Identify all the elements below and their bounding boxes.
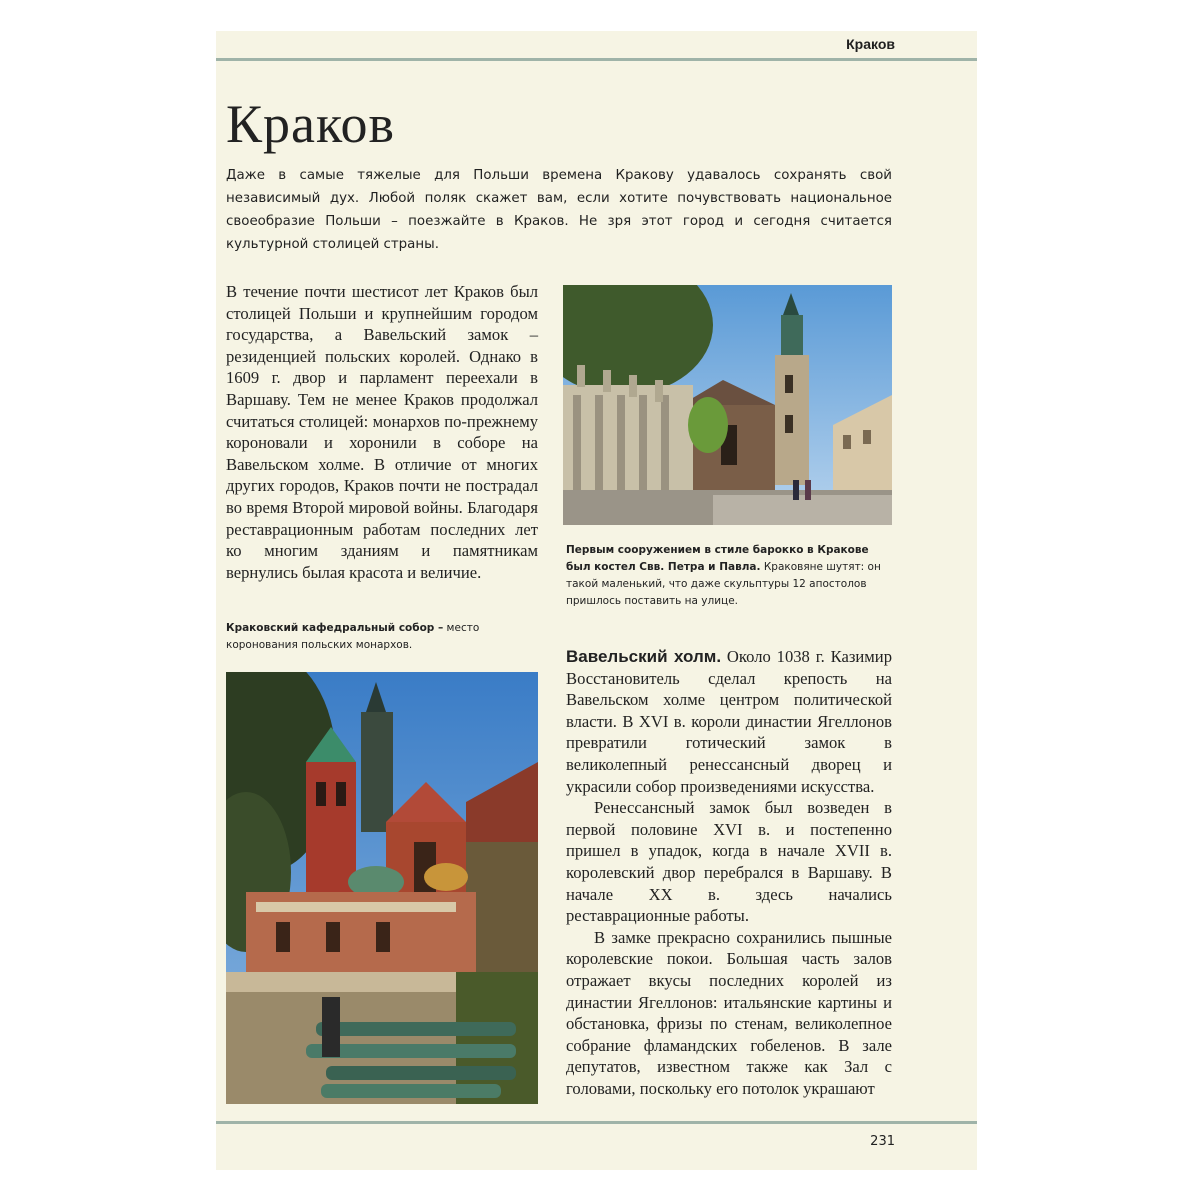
st-andrew-church-photo <box>563 285 892 525</box>
church-caption-title: Первым сооружением в стиле барокко в Кракове был костел Свв. Петра и Павла. <box>566 544 869 573</box>
right-column-body <box>566 646 892 1099</box>
page-title: Краков <box>226 94 395 154</box>
page-number: 231 <box>870 1134 895 1149</box>
church-caption-text: Краковяне шутят: он такой маленький, что даже скульптуры 12 апостолов пришлось поставить на улице. <box>566 561 881 607</box>
cathedral-caption-text: место коронования польских монархов. <box>226 622 480 651</box>
cathedral-caption <box>226 620 538 654</box>
running-head: Краков <box>846 36 895 52</box>
lead-paragraph: Даже в самые тяжелые для Польши времена Кракову удавалось сохранять свой независимый дух. Любой поляк скажет вам, если хотите почувствовать национальное своеобразие Польши – поезжайте в Краков. Не зря этот город и сегодня считается культурной столицей страны. <box>226 168 892 252</box>
footer-rule <box>216 1121 977 1124</box>
wawel-paragraph-3: В замке прекрасно сохранились пышные королевские покои. Большая часть залов отражает вкусы последних королей из династии Ягеллонов: итальянские картины и обстановка, фризы по стенам, великолепное собрание фламандских гобеленов. В зале депутатов, известном также как Зал с головами, поскольку его потолок украшают <box>566 927 892 1098</box>
wawel-cathedral-photo <box>226 672 538 1104</box>
cathedral-caption-title: Краковский кафедральный собор – <box>226 622 444 634</box>
section-heading-wawel: Вавельский холм. <box>566 647 722 666</box>
wawel-paragraph-2: Ренессансный замок был возведен в первой половине XVI в. и постепенно пришел в упадок, когда в начале XVII в. королевский двор перебрался в Варшаву. В начале XX в. здесь начались реставрационные работы. <box>566 798 892 926</box>
left-column-body: В течение почти шестисот лет Краков был столицей Польши и крупнейшим городом государства, а Вавельский замок – резиденцией польских королей. Однако в 1609 г. двор и парламент переехали в Варшаву. Тем не менее Краков продолжал считаться столицей: монархов по-прежнему короновали и хоронили в соборе на Вавельском холме. В отличие от многих других городов, Краков почти не пострадал во время Второй мировой войны. Благодаря реставрационным работам последних лет ко многим зданиям и памятникам вернулись былая красота и величие. <box>226 282 538 582</box>
wawel-paragraph-1-text: Около 1038 г. Казимир Восстановитель сделал крепость на Вавельском холме центром политической власти. В XVI в. короли династии Ягеллонов превратили готический замок в великолепный ренессансный дворец и украсили собор произведениями искусства. <box>566 647 892 796</box>
header-rule <box>216 58 977 61</box>
church-caption <box>566 542 892 610</box>
wawel-paragraph-1 <box>566 646 892 797</box>
book-page <box>216 31 977 1170</box>
